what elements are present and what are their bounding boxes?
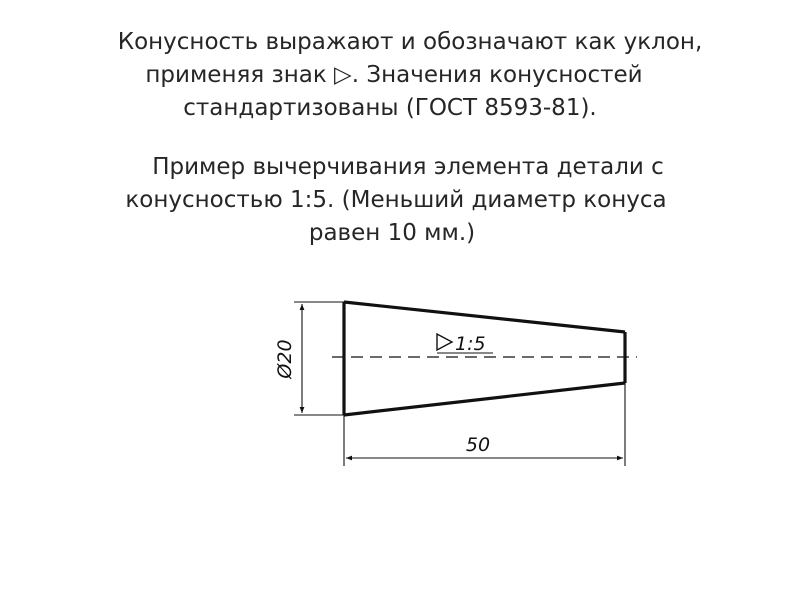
intro-line-1: Конусность выражают и обозначают как уклон, [117,29,703,55]
diameter-dimension [274,302,344,415]
example-line-2: конусностью 1:5. (Меньший диаметр конуса [125,187,667,213]
intro-line-3: стандартизованы (ГОСТ 8593-81). [183,95,597,121]
taper-ratio-label: 1:5 [455,333,486,355]
cone-bottom-edge [344,383,625,415]
diameter-label: Ø20 [274,339,296,379]
cone-outline [344,302,625,415]
intro-line-2: применяя знак ▷. Значения конусностей [145,62,643,88]
length-label: 50 [465,434,491,456]
example-line-3: равен 10 мм.) [308,220,476,246]
length-dimension [344,383,625,466]
cone-top-edge [344,302,625,332]
taper-triangle-icon [437,334,452,350]
taper-designation [437,333,493,355]
example-line-1: Пример вычерчивания элемента детали с [152,154,664,180]
